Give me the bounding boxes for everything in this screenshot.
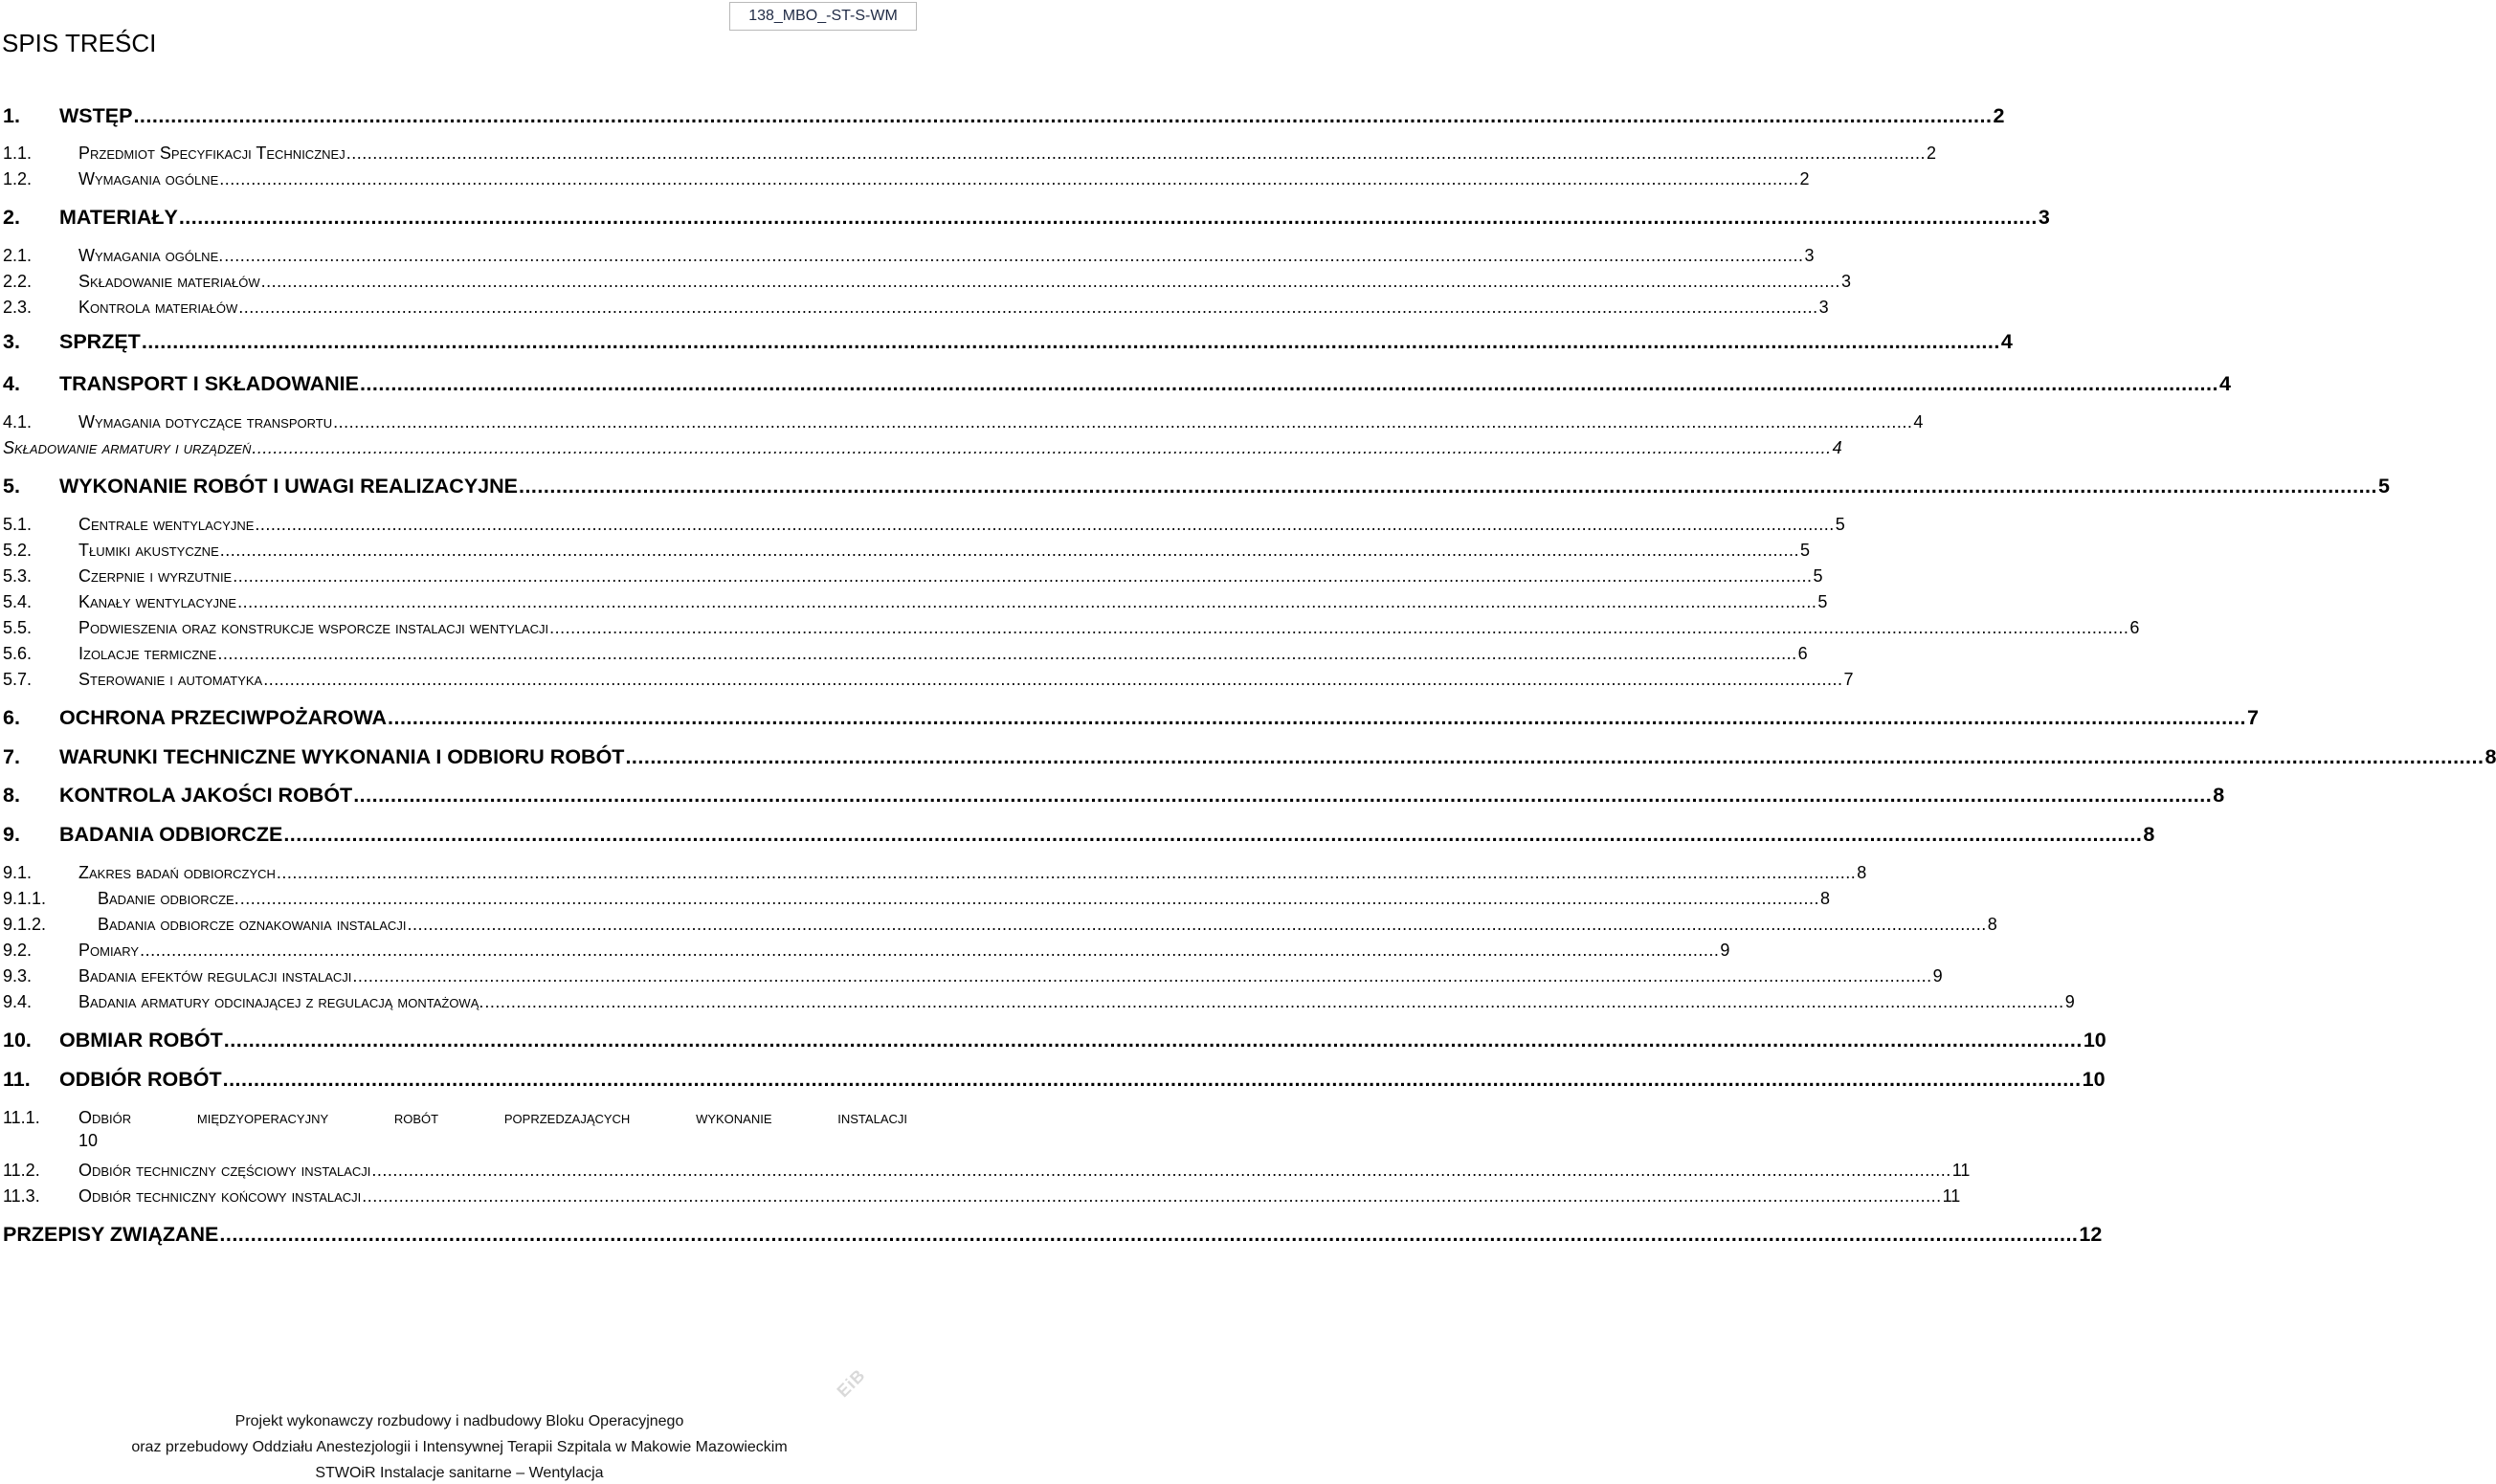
toc-number: 9.1.1.	[3, 889, 47, 908]
toc-entry[interactable]	[3, 745, 2496, 774]
toc-label: Sterowanie i automatyka	[78, 670, 263, 689]
toc-number: 5.2.	[3, 541, 33, 560]
toc-number: 8.	[3, 784, 20, 807]
toc-page: 8	[1820, 889, 1831, 908]
dot-leader: ............................................................................................................................................................................................................................................................................................................	[352, 966, 1932, 986]
toc-number: 1.	[3, 104, 20, 127]
toc-page: 9	[1932, 966, 1943, 986]
toc-label: Badania odbiorcze oznakowania instalacji	[98, 915, 407, 934]
dot-leader: ............................................................................................................................................................................................................................................................................................................	[238, 298, 1818, 317]
dot-leader: ............................................................................................................................................................................................................................................................................................................	[222, 1068, 2082, 1091]
eib-watermark: EiB	[833, 1364, 870, 1402]
dot-leader: ............................................................................................................................................................................................................................................................................................................	[359, 372, 2218, 395]
toc-entry[interactable]	[3, 1186, 1961, 1209]
toc-number: 7.	[3, 745, 20, 768]
toc-word: robót	[393, 1108, 439, 1127]
dot-leader: ............................................................................................................................................................................................................................................................................................................	[549, 618, 2129, 637]
toc-page: 5	[1800, 541, 1811, 560]
dot-leader: ............................................................................................................................................................................................................................................................................................................	[518, 475, 2378, 498]
toc-label: MATERIAŁY	[59, 206, 178, 229]
toc-entry[interactable]	[3, 566, 1823, 589]
dot-leader: ............................................................................................................................................................................................................................................................................................................	[224, 246, 1804, 265]
toc-number: 9.4.	[3, 992, 33, 1011]
dot-leader: ............................................................................................................................................................................................................................................................................................................	[260, 272, 1840, 291]
toc-entry[interactable]	[3, 1029, 2106, 1057]
toc-page: 5	[1835, 515, 1845, 534]
dot-leader: ............................................................................................................................................................................................................................................................................................................	[140, 941, 1720, 960]
toc-number: 4.1.	[3, 412, 33, 432]
toc-number: 11.3.	[3, 1186, 40, 1206]
dot-leader: ............................................................................................................................................................................................................................................................................................................	[625, 745, 2485, 768]
toc-number: 9.	[3, 823, 20, 846]
toc-number: 9.1.2.	[3, 915, 47, 934]
toc-page: 4	[2000, 330, 2013, 353]
toc-number: 11.1.	[3, 1108, 40, 1127]
toc-number: 5.5.	[3, 618, 33, 637]
toc-number: 9.1.	[3, 863, 33, 882]
toc-label: SPRZĘT	[59, 330, 141, 353]
toc-page: 3	[2038, 206, 2050, 229]
toc-number: 5.4.	[3, 592, 33, 611]
toc-word: Odbiór	[78, 1108, 132, 1127]
toc-label: OCHRONA PRZECIWPOŻAROWA	[59, 706, 387, 729]
toc-number: 11.2.	[3, 1161, 40, 1180]
dot-leader: ............................................................................................................................................................................................................................................................................................................	[219, 1223, 2079, 1246]
dot-leader: ............................................................................................................................................................................................................................................................................................................	[133, 104, 1993, 127]
toc-label: Kanały wentylacyjne	[78, 592, 237, 611]
toc-label: Zakres badań odbiorczych	[78, 863, 276, 882]
toc-label: WARUNKI TECHNICZNE WYKONANIA I ODBIORU ROBÓT	[59, 745, 625, 768]
toc-entry-wrapped[interactable]	[3, 1108, 907, 1153]
toc-number: 5.3.	[3, 566, 33, 586]
toc-entry[interactable]	[3, 992, 2075, 1015]
toc-number: 5.6.	[3, 644, 33, 663]
toc-entry[interactable]	[3, 104, 2005, 133]
toc-number: 2.1.	[3, 246, 33, 265]
dot-leader: ............................................................................................................................................................................................................................................................................................................	[333, 412, 1913, 432]
toc-entry[interactable]	[3, 412, 1924, 435]
toc-label: Izolacje termiczne	[78, 644, 217, 663]
toc-label: Badania efektów regulacji instalacji	[78, 966, 352, 986]
dot-leader: ............................................................................................................................................................................................................................................................................................................	[219, 169, 1799, 188]
toc-label: Badania armatury odcinającej z regulacją montażową.	[78, 992, 484, 1011]
toc-number: 2.2.	[3, 272, 33, 291]
toc-label: Odbiór techniczny końcowy instalacji	[78, 1186, 362, 1206]
toc-entry[interactable]	[3, 1223, 2103, 1251]
toc-label: Tłumiki akustyczne	[78, 541, 219, 560]
toc-label: Odbiór techniczny częściowy instalacji	[78, 1161, 371, 1180]
dot-leader: ............................................................................................................................................................................................................................................................................................................	[263, 670, 1843, 689]
toc-page: 8	[1987, 915, 1997, 934]
toc-entry[interactable]	[3, 863, 1867, 886]
dot-leader: ............................................................................................................................................................................................................................................................................................................	[239, 889, 1819, 908]
toc-label: WSTĘP	[59, 104, 133, 127]
toc-label: Centrale wentylacyjne	[78, 515, 255, 534]
toc-page: 9	[1720, 941, 1730, 960]
dot-leader: ............................................................................................................................................................................................................................................................................................................	[388, 706, 2247, 729]
dot-leader: ............................................................................................................................................................................................................................................................................................................	[362, 1186, 1942, 1206]
toc-label: Składowanie materiałów	[78, 272, 260, 291]
toc-label: Kontrola materiałów	[78, 298, 238, 317]
toc-entry[interactable]	[3, 206, 2050, 234]
toc-word: poprzedzających	[503, 1108, 631, 1127]
toc-entry[interactable]	[3, 706, 2259, 735]
toc-label: BADANIA ODBIORCZE	[59, 823, 283, 846]
toc-page: 10	[2083, 1029, 2106, 1052]
toc-entry[interactable]	[3, 541, 1811, 564]
dot-leader: ............................................................................................................................................................................................................................................................................................................	[141, 330, 2000, 353]
toc-page: 6	[2129, 618, 2140, 637]
toc-page: 8	[1857, 863, 1867, 882]
dot-leader: ............................................................................................................................................................................................................................................................................................................	[353, 784, 2213, 807]
toc-label: Przedmiot Specyfikacji Technicznej	[78, 144, 345, 163]
toc-number: 5.1.	[3, 515, 33, 534]
toc-page: 5	[1813, 566, 1823, 586]
dot-leader: ............................................................................................................................................................................................................................................................................................................	[233, 566, 1813, 586]
dot-leader: ............................................................................................................................................................................................................................................................................................................	[217, 644, 1797, 663]
toc-page: 10	[78, 1131, 99, 1150]
toc-page: 3	[1818, 298, 1829, 317]
toc-page: 11	[1942, 1186, 1961, 1206]
toc-entry[interactable]	[3, 915, 1997, 938]
toc-page: 10	[2082, 1068, 2106, 1091]
toc-entry[interactable]	[3, 372, 2231, 401]
toc-page: 9	[2064, 992, 2075, 1011]
toc-label: Badanie odbiorcze.	[98, 889, 239, 908]
toc-label: Wymagania ogólne.	[78, 246, 224, 265]
toc-entry[interactable]	[3, 889, 1831, 912]
dot-leader: ............................................................................................................................................................................................................................................................................................................	[223, 1029, 2083, 1052]
toc-page: 2	[1799, 169, 1810, 188]
toc-page: 11	[1951, 1161, 1971, 1180]
toc-label: PRZEPISY ZWIĄZANE	[3, 1223, 219, 1246]
toc-entry[interactable]	[3, 784, 2225, 812]
toc-number: 5.	[3, 475, 20, 498]
toc-label: TRANSPORT I SKŁADOWANIE	[59, 372, 359, 395]
toc-entry[interactable]	[3, 592, 1828, 615]
document-code-box: 138_MBO_-ST-S-WM	[729, 2, 917, 31]
toc-page: 8	[2213, 784, 2225, 807]
toc-number: 9.3.	[3, 966, 33, 986]
toc-entry[interactable]	[3, 246, 1815, 269]
toc-entry[interactable]	[3, 941, 1730, 963]
toc-label	[78, 1108, 907, 1128]
toc-number: 4.	[3, 372, 20, 395]
footer-line-project: Projekt wykonawczy rozbudowy i nadbudowy Bloku Operacyjnego	[234, 1413, 684, 1429]
toc-label: OBMIAR ROBÓT	[59, 1029, 223, 1052]
toc-word: wykonanie	[696, 1108, 772, 1127]
toc-number: 9.2.	[3, 941, 33, 960]
toc-number: 2.3.	[3, 298, 33, 317]
toc-number: 5.7.	[3, 670, 33, 689]
dot-leader: ............................................................................................................................................................................................................................................................................................................	[219, 541, 1800, 560]
toc-number: 1.1.	[3, 144, 33, 163]
toc-label: KONTROLA JAKOŚCI ROBÓT	[59, 784, 353, 807]
toc-number: 1.2.	[3, 169, 33, 188]
toc-page: 4	[2218, 372, 2231, 395]
toc-label: WYKONANIE ROBÓT I UWAGI REALIZACYJNE	[59, 475, 518, 498]
toc-label: Podwieszenia oraz konstrukcje wsporcze instalacji wentylacji	[78, 618, 549, 637]
dot-leader: ............................................................................................................................................................................................................................................................................................................	[276, 863, 1857, 882]
dot-leader: ............................................................................................................................................................................................................................................................................................................	[255, 515, 1835, 534]
toc-entry[interactable]	[3, 475, 2390, 503]
toc-page: 4	[1832, 438, 1842, 457]
footer-line-location: oraz przebudowy Oddziału Anestezjologii i Intensywnej Terapii Szpitala w Makowie Mazowieckim	[131, 1439, 788, 1455]
toc-label: ODBIÓR ROBÓT	[59, 1068, 222, 1091]
dot-leader: ............................................................................................................................................................................................................................................................................................................	[178, 206, 2038, 229]
toc-label: Składowanie armatury i urządzeń	[3, 438, 252, 457]
toc-page: 2	[1927, 144, 1937, 163]
toc-entry[interactable]	[3, 515, 1845, 538]
footer-line-section: STWOiR Instalacje sanitarne – Wentylacja	[315, 1465, 604, 1481]
toc-entry[interactable]	[3, 1068, 2106, 1096]
toc-page: 2	[1993, 104, 2005, 127]
toc-entry[interactable]	[3, 618, 2140, 641]
dot-leader: ............................................................................................................................................................................................................................................................................................................	[484, 992, 2064, 1011]
page-title: SPIS TREŚCI	[2, 29, 157, 57]
dot-leader: ............................................................................................................................................................................................................................................................................................................	[407, 915, 1987, 934]
toc-entry[interactable]	[3, 144, 1937, 166]
toc-entry[interactable]	[3, 644, 1808, 667]
toc-number: 6.	[3, 706, 20, 729]
toc-page: 7	[2247, 706, 2259, 729]
toc-entry[interactable]	[3, 670, 1854, 693]
toc-page: 3	[1804, 246, 1815, 265]
toc-page: 6	[1797, 644, 1808, 663]
toc-page: 5	[1817, 592, 1828, 611]
dot-leader: ............................................................................................................................................................................................................................................................................................................	[345, 144, 1926, 163]
toc-page: 8	[2485, 745, 2496, 768]
dot-leader: ............................................................................................................................................................................................................................................................................................................	[371, 1161, 1951, 1180]
toc-page: 8	[2143, 823, 2155, 846]
toc-number: 11.	[3, 1068, 31, 1091]
toc-entry[interactable]	[3, 169, 1810, 192]
dot-leader: ............................................................................................................................................................................................................................................................................................................	[237, 592, 1817, 611]
toc-page: 4	[1913, 412, 1924, 432]
toc-label: Wymagania ogólne	[78, 169, 219, 188]
toc-page: 3	[1840, 272, 1851, 291]
toc-page: 7	[1843, 670, 1854, 689]
toc-page: 5	[2378, 475, 2390, 498]
toc-number: 3.	[3, 330, 20, 353]
toc-label: Wymagania dotyczące transportu	[78, 412, 333, 432]
toc-entry[interactable]	[3, 966, 1943, 989]
dot-leader: ............................................................................................................................................................................................................................................................................................................	[252, 438, 1832, 457]
toc-entry[interactable]	[3, 438, 1842, 461]
toc-label: Pomiary	[78, 941, 140, 960]
dot-leader: ............................................................................................................................................................................................................................................................................................................	[283, 823, 2143, 846]
toc-word: międzyoperacyjny	[196, 1108, 329, 1127]
toc-entry[interactable]	[3, 298, 1829, 321]
toc-entry[interactable]	[3, 272, 1851, 295]
toc-number: 2.	[3, 206, 20, 229]
toc-entry[interactable]	[3, 330, 2013, 359]
toc-entry[interactable]	[3, 823, 2155, 852]
toc-page: 12	[2079, 1223, 2103, 1246]
toc-number: 10.	[3, 1029, 32, 1052]
toc-entry[interactable]	[3, 1161, 1971, 1184]
toc-word: instalacji	[837, 1108, 907, 1127]
toc-label: Czerpnie i wyrzutnie	[78, 566, 233, 586]
